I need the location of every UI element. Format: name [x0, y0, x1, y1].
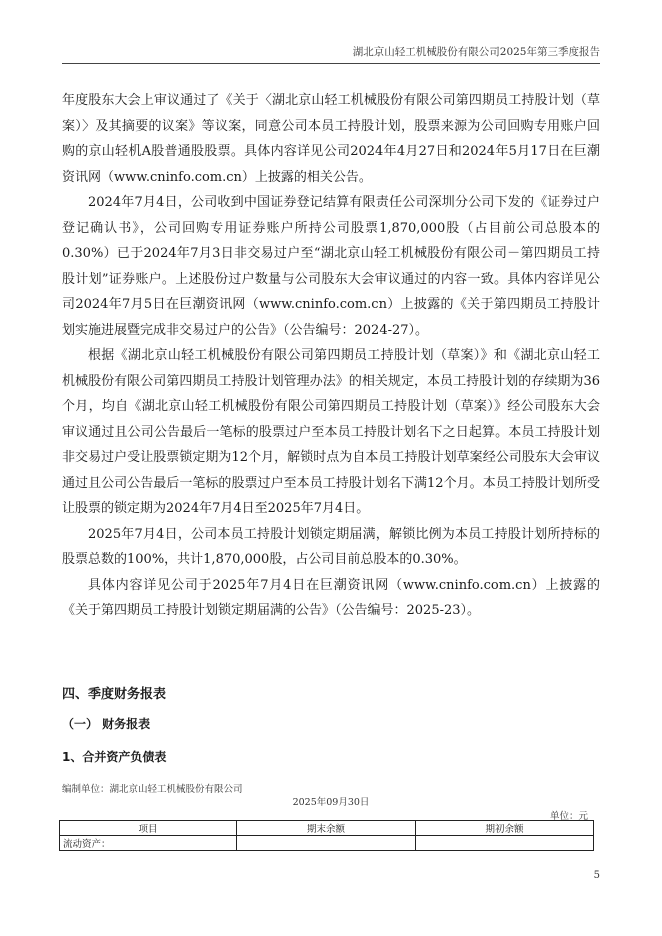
table-cell-period-start — [416, 836, 594, 851]
paragraph-2: 2024年7月4日，公司收到中国证券登记结算有限责任公司深圳分公司下发的《证券过户登记确认书》，公司回购专用证券账户所持公司股票1,870,000股（占目前公司总股本的0.30%）已于2024年7月3日非交易过户至“湖北京山轻工机械股份有限公司－第四期员工持股计划”证券账户。上述股份过户数量与公司股东大会审议通过的内容一致。具体内容详见公司2024年7月5日在巨潮资讯网（www.cninfo.com.cn）上披露的《关于第四期员工持股计划实施进展暨完成非交易过户的公告》（公告编号：2024-27）。 — [62, 195, 600, 338]
report-date: 2025年09月30日 — [292, 797, 370, 808]
paragraph-5: 具体内容详见公司于2025年7月4日在巨潮资讯网（www.cninfo.com.cn）上披露的《关于第四期员工持股计划锁定期届满的公告》（公告编号：2025-23）。 — [62, 577, 600, 618]
table-title: 1、合并资产负债表 — [62, 750, 167, 764]
paragraph-1: 年度股东大会上审议通过了《关于〈湖北京山轻工机械股份有限公司第四期员工持股计划（草案）〉及其摘要的议案》等议案，同意公司本员工持股计划，股票来源为公司回购专用账户回购的京山轻机A股普通股股票。具体内容详见公司2024年4月27日和2024年5月17日在巨潮资讯网（www.cninfo.com.cn）上披露的相关公告。 — [62, 93, 600, 185]
table-row — [60, 836, 594, 851]
page-header: 湖北京山轻工机械股份有限公司2025年第三季度报告 — [62, 44, 600, 64]
table-cell-item: 流动资产： — [60, 836, 237, 851]
balance-sheet-table — [59, 820, 594, 851]
section-subheading: （一） 财务报表 — [62, 717, 151, 731]
preparer-org: 编制单位：湖北京山轻工机械股份有限公司 — [62, 784, 243, 795]
paragraph-4: 2025年7月4日，公司本员工持股计划锁定期届满，解锁比例为本员工持股计划所持标的股票总数的100%，共计1,870,000股，占公司目前总股本的0.30%。 — [62, 526, 600, 567]
table-header-row — [60, 821, 594, 836]
section-heading: 四、季度财务报表 — [62, 687, 167, 702]
body-text — [62, 88, 600, 624]
currency-unit: 单位：元 — [549, 811, 588, 822]
page-number: 5 — [593, 870, 600, 881]
column-header-period-end: 期末余额 — [237, 821, 416, 836]
table-cell-period-end — [237, 836, 416, 851]
column-header-item: 项目 — [60, 821, 237, 836]
paragraph-3: 根据《湖北京山轻工机械股份有限公司第四期员工持股计划（草案）》和《湖北京山轻工机械股份有限公司第四期员工持股计划管理办法》的相关规定，本员工持股计划的存续期为36个月，均自《湖北京山轻工机械股份有限公司第四期员工持股计划（草案）》经公司股东大会审议通过且公司公告最后一笔标的股票过户至本员工持股计划名下之日起算。本员工持股计划非交易过户受让股票锁定期为12个月，解锁时点为自本员工持股计划草案经公司股东大会审议通过且公司公告最后一笔标的股票过户至本员工持股计划名下满12个月。本员工持股计划所受让股票的锁定期为2024年7月4日至2025年7月4日。 — [62, 348, 600, 516]
column-header-period-start: 期初余额 — [416, 821, 594, 836]
